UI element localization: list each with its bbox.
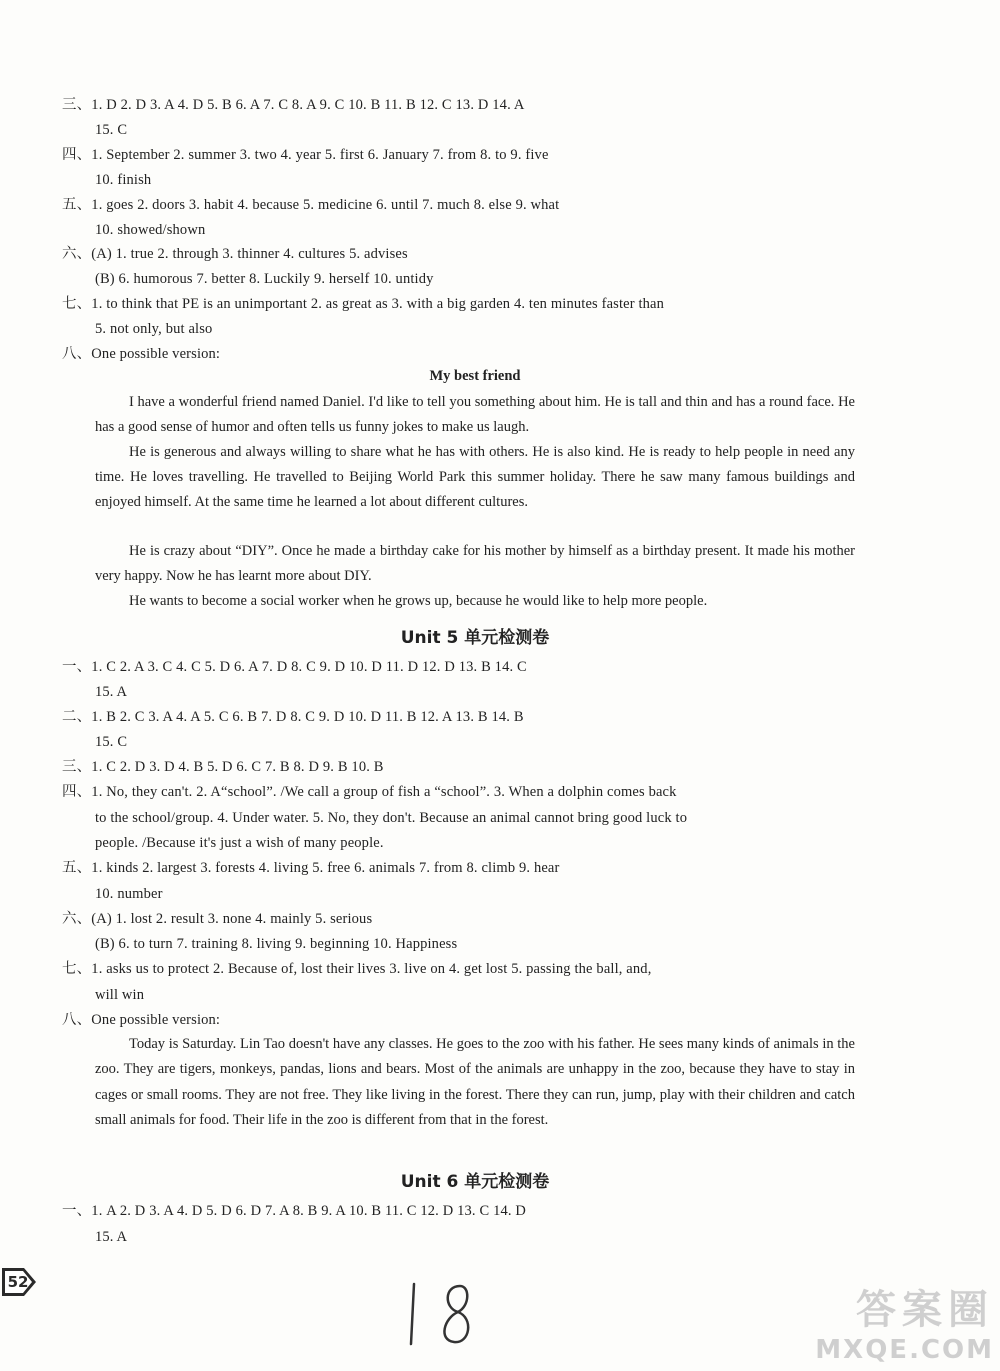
unit6-heading: Unit 6 单元检测卷 xyxy=(400,1172,550,1192)
essay-paragraph-3: He is crazy about “DIY”. Once he made a birthday cake for his mother by himself as a birthday present. It made his mother very happy. Now he has learnt more about DIY. xyxy=(95,543,855,584)
u5-section1-line1: 一、1. C 2. A 3. C 4. C 5. D 6. A 7. D 8. C 9. D 10. D 11. D 12. D 13. B 14. C xyxy=(62,659,527,675)
u4-section4-line2: 10. finish xyxy=(95,172,152,188)
u5-section5-line1: 五、1. kinds 2. largest 3. forests 4. living 5. free 6. animals 7. from 8. climb 9. hear xyxy=(62,860,560,876)
page-number-badge xyxy=(2,1262,38,1302)
u5-section4-line2: to the school/group. 4. Under water. 5. No, they don't. Because an animal cannot bring good luck to xyxy=(95,810,688,826)
u6-section1-line1: 一、1. A 2. D 3. A 4. D 5. D 6. D 7. A 8. B 9. A 10. B 11. C 12. D 13. C 14. D xyxy=(62,1203,527,1219)
u5-section1-line2: 15. A xyxy=(95,684,128,700)
u4-section7-line1: 七、1. to think that PE is an unimportant 2. as great as 3. with a big garden 4. ten minutes faster than xyxy=(62,296,665,312)
essay-paragraph-4: He wants to become a social worker when he grows up, because he would like to help more people. xyxy=(129,593,708,609)
u5-section2-line1: 二、1. B 2. C 3. A 4. A 5. C 6. B 7. D 8. C 9. D 10. D 11. B 12. A 13. B 14. B xyxy=(62,709,524,725)
unit5-heading: Unit 5 单元检测卷 xyxy=(400,628,550,648)
u5-section7-line1: 七、1. asks us to protect 2. Because of, lost their lives 3. live on 4. get lost 5. passing the ball, and, xyxy=(62,961,652,977)
u5-essay-paragraph: Today is Saturday. Lin Tao doesn't have any classes. He goes to the zoo with his father. He sees many kinds of animals in the zoo. They are tigers, monkeys, pandas, lions and bears. Most of the animals are unhappy in the zoo, because they have to stay in cages or small rooms. They are not free. They like living in the forest. There they can run, jump, play with their children and catch small animals for food. Their life in the zoo is different from that in the forest. xyxy=(95,1036,855,1129)
essay-paragraph-2: He is generous and always willing to share what he has with others. He is also kind. He is ready to help people in need any time. He loves travelling. He travelled to Beijing World Park this summer holiday. There he saw many famous buildings and enjoyed himself. At the same time he learned a lot about different cultures. xyxy=(95,444,855,510)
watermark xyxy=(815,1278,994,1365)
u5-section7-line2: will win xyxy=(95,987,145,1003)
u4-section3-line1: 三、1. D 2. D 3. A 4. D 5. B 6. A 7. C 8. A 9. C 10. B 11. B 12. C 13. D 14. A xyxy=(62,97,525,113)
u4-section4-line1: 四、1. September 2. summer 3. two 4. year 5. first 6. January 7. from 8. to 9. five xyxy=(62,147,549,163)
u6-section1-line2: 15. A xyxy=(95,1229,128,1245)
u4-section7-line2: 5. not only, but also xyxy=(95,321,213,337)
u4-section3-line2: 15. C xyxy=(95,122,128,138)
essay-paragraph-1: I have a wonderful friend named Daniel. I'd like to tell you something about him. He is tall and thin and has a round face. He has a good sense of humor and often tells us funny jokes to make us laugh. xyxy=(95,394,855,435)
u5-section3-line1: 三、1. C 2. D 3. D 4. B 5. D 6. C 7. B 8. D 9. B 10. B xyxy=(62,759,384,775)
u5-section5-line2: 10. number xyxy=(95,886,163,902)
u5-section4-line1: 四、1. No, they can't. 2. A“school”. /We call a group of fish a “school”. 3. When a dolphin comes back xyxy=(62,784,677,800)
u4-section6-line2: (B) 6. humorous 7. better 8. Luckily 9. herself 10. untidy xyxy=(95,271,434,287)
page-number: 52 xyxy=(7,1273,29,1291)
u5-section8-label: 八、One possible version: xyxy=(62,1012,221,1028)
u5-section6-line2: (B) 6. to turn 7. training 8. living 9. beginning 10. Happiness xyxy=(95,936,458,952)
u5-section6-line1: 六、(A) 1. lost 2. result 3. none 4. mainly 5. serious xyxy=(62,911,373,927)
u5-section4-line3: people. /Because it's just a wish of many people. xyxy=(95,835,384,851)
watermark-bottom: MXQE.COM xyxy=(815,1335,994,1365)
u4-section5-line2: 10. showed/shown xyxy=(95,222,206,238)
essay-title: My best friend xyxy=(429,368,521,384)
handwriting-18-icon xyxy=(400,1278,500,1352)
u4-section6-line1: 六、(A) 1. true 2. through 3. thinner 4. cultures 5. advises xyxy=(62,246,408,262)
u4-section8-label: 八、One possible version: xyxy=(62,346,221,362)
u4-section5-line1: 五、1. goes 2. doors 3. habit 4. because 5. medicine 6. until 7. much 8. else 9. what xyxy=(62,197,560,213)
u5-section2-line2: 15. C xyxy=(95,734,128,750)
handwritten-number xyxy=(400,1278,500,1352)
watermark-top: 答案圈 xyxy=(856,1287,994,1333)
